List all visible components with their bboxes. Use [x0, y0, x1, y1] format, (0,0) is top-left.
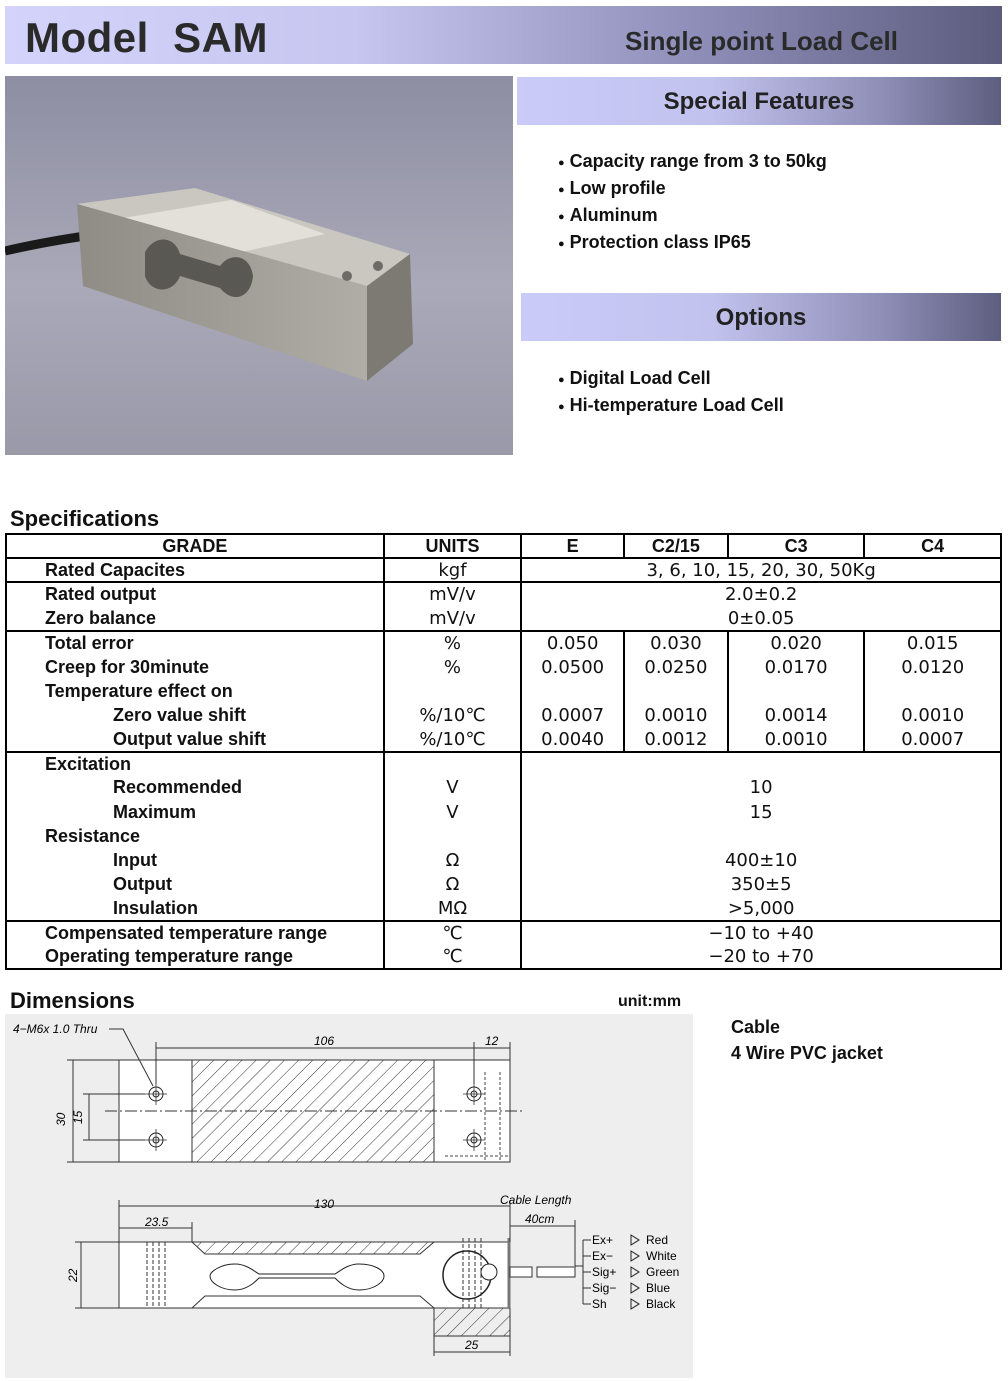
options-list	[558, 366, 784, 420]
cell-e: 0.050	[521, 631, 624, 655]
thread-label: 4−M6x 1.0 Thru	[13, 1022, 98, 1036]
row-value: −10 to +40	[521, 921, 1001, 945]
list-item: ● Digital Load Cell	[558, 366, 784, 393]
table-row	[6, 558, 1001, 582]
dim-130: 130	[314, 1197, 335, 1211]
dim-15: 15	[71, 1110, 85, 1124]
table-row	[6, 582, 1001, 606]
cell-c2: 0.030	[624, 631, 728, 655]
row-value: −20 to +70	[521, 945, 1001, 969]
dimension-drawing	[5, 1014, 693, 1378]
row-unit: ℃	[384, 921, 522, 945]
cell-c4: 0.0120	[864, 655, 1001, 679]
cell-e: 0.0007	[521, 703, 624, 727]
cell-c3: 0.0170	[728, 655, 865, 679]
row-unit: mV/v	[384, 582, 522, 606]
header-banner	[5, 6, 1002, 64]
column-header: C2/15	[624, 534, 728, 558]
table-row	[6, 679, 1001, 703]
row-unit: %	[384, 631, 522, 655]
dim-25: 25	[465, 1338, 479, 1352]
special-features-header: Special Features	[517, 77, 1001, 125]
specifications-title: Specifications	[10, 506, 160, 531]
column-header: C3	[728, 534, 865, 558]
dim-106: 106	[314, 1034, 335, 1048]
cable-length-label: Cable Length	[500, 1193, 572, 1207]
row-unit: V	[384, 800, 522, 824]
dim-23-5: 23.5	[145, 1215, 169, 1229]
model-title: Model SAM	[25, 14, 268, 61]
table-row	[6, 873, 1001, 897]
cell-c3: 0.020	[728, 631, 865, 655]
dim-40cm: 40cm	[525, 1212, 555, 1226]
row-label: Zero value shift	[6, 703, 384, 727]
wire-color: White	[646, 1249, 677, 1263]
row-unit: ℃	[384, 945, 522, 969]
wire-signal: Ex+	[592, 1233, 614, 1247]
row-value: 400±10	[521, 848, 1001, 872]
table-row	[6, 921, 1001, 945]
column-header: UNITS	[384, 534, 522, 558]
table-row	[6, 631, 1001, 655]
wire-signal: Ex−	[592, 1249, 614, 1263]
wire-signal: Sh	[592, 1297, 607, 1311]
table-row	[6, 655, 1001, 679]
cable-title: Cable	[731, 1017, 781, 1037]
table-row	[6, 776, 1001, 800]
dimensions-title: Dimensions	[10, 988, 135, 1013]
row-value: 10	[521, 776, 1001, 800]
cell-c2: 0.0010	[624, 703, 728, 727]
wire-color: Green	[646, 1265, 680, 1279]
wire-color: Blue	[646, 1281, 671, 1295]
cell-c2: 0.0250	[624, 655, 728, 679]
row-label: Input	[6, 848, 384, 872]
wire-signal: Sig+	[592, 1265, 617, 1279]
column-header: C4	[864, 534, 1001, 558]
row-value: 350±5	[521, 873, 1001, 897]
row-unit: %/10℃	[384, 728, 522, 752]
row-unit: kgf	[384, 558, 522, 582]
row-unit: Ω	[384, 848, 522, 872]
row-unit: mV/v	[384, 607, 522, 631]
table-row	[6, 703, 1001, 727]
list-item: ● Aluminum	[558, 203, 827, 230]
row-value: 15	[521, 800, 1001, 824]
cell-e: 0.0040	[521, 728, 624, 752]
product-photo	[5, 76, 513, 455]
dim-30: 30	[54, 1112, 68, 1126]
row-label: Operating temperature range	[6, 945, 384, 969]
specifications-table	[5, 533, 1002, 970]
row-unit: MΩ	[384, 897, 522, 921]
row-value: 0±0.05	[521, 607, 1001, 631]
unit-label: unit:mm	[618, 993, 682, 1010]
row-label: Zero balance	[6, 607, 384, 631]
dim-12: 12	[485, 1034, 499, 1048]
options-header: Options	[521, 293, 1001, 341]
list-item: ● Capacity range from 3 to 50kg	[558, 149, 827, 176]
cell-e: 0.0500	[521, 655, 624, 679]
table-row	[6, 607, 1001, 631]
table-row	[6, 800, 1001, 824]
row-label: Output	[6, 873, 384, 897]
row-value: >5,000	[521, 897, 1001, 921]
row-label: Rated Capacites	[6, 558, 384, 582]
list-item: ● Protection class IP65	[558, 230, 827, 257]
row-unit: %/10℃	[384, 703, 522, 727]
row-label: Output value shift	[6, 728, 384, 752]
table-header-row	[6, 534, 1001, 558]
special-features-list	[558, 149, 827, 257]
table-row	[6, 728, 1001, 752]
list-item: ● Low profile	[558, 176, 827, 203]
cable-description: 4 Wire PVC jacket	[731, 1043, 883, 1063]
row-label: Maximum	[6, 800, 384, 824]
product-subtitle: Single point Load Cell	[625, 26, 898, 56]
cell-c4: 0.0010	[864, 703, 1001, 727]
row-label: Excitation	[6, 752, 384, 776]
row-value: 3, 6, 10, 15, 20, 30, 50Kg	[521, 558, 1001, 582]
table-row	[6, 945, 1001, 969]
row-label: Temperature effect on	[6, 679, 384, 703]
cell-c4: 0.0007	[864, 728, 1001, 752]
wire-signal: Sig−	[592, 1281, 617, 1295]
wire-color: Red	[646, 1233, 669, 1247]
table-row	[6, 848, 1001, 872]
row-label: Compensated temperature range	[6, 921, 384, 945]
table-row	[6, 752, 1001, 776]
cell-c3: 0.0010	[728, 728, 865, 752]
cell-c4: 0.015	[864, 631, 1001, 655]
list-item: ● Hi-temperature Load Cell	[558, 393, 784, 420]
table-row	[6, 897, 1001, 921]
row-unit: Ω	[384, 873, 522, 897]
row-label: Total error	[6, 631, 384, 655]
row-label: Creep for 30minute	[6, 655, 384, 679]
row-label: Recommended	[6, 776, 384, 800]
row-value: 2.0±0.2	[521, 582, 1001, 606]
cell-c2: 0.0012	[624, 728, 728, 752]
wire-color: Black	[646, 1297, 676, 1311]
row-unit: V	[384, 776, 522, 800]
row-unit: %	[384, 655, 522, 679]
column-header: GRADE	[6, 534, 384, 558]
row-label: Rated output	[6, 582, 384, 606]
column-header: E	[521, 534, 624, 558]
cell-c3: 0.0014	[728, 703, 865, 727]
table-row	[6, 824, 1001, 848]
dim-22: 22	[66, 1268, 80, 1282]
row-label: Resistance	[6, 824, 384, 848]
row-label: Insulation	[6, 897, 384, 921]
